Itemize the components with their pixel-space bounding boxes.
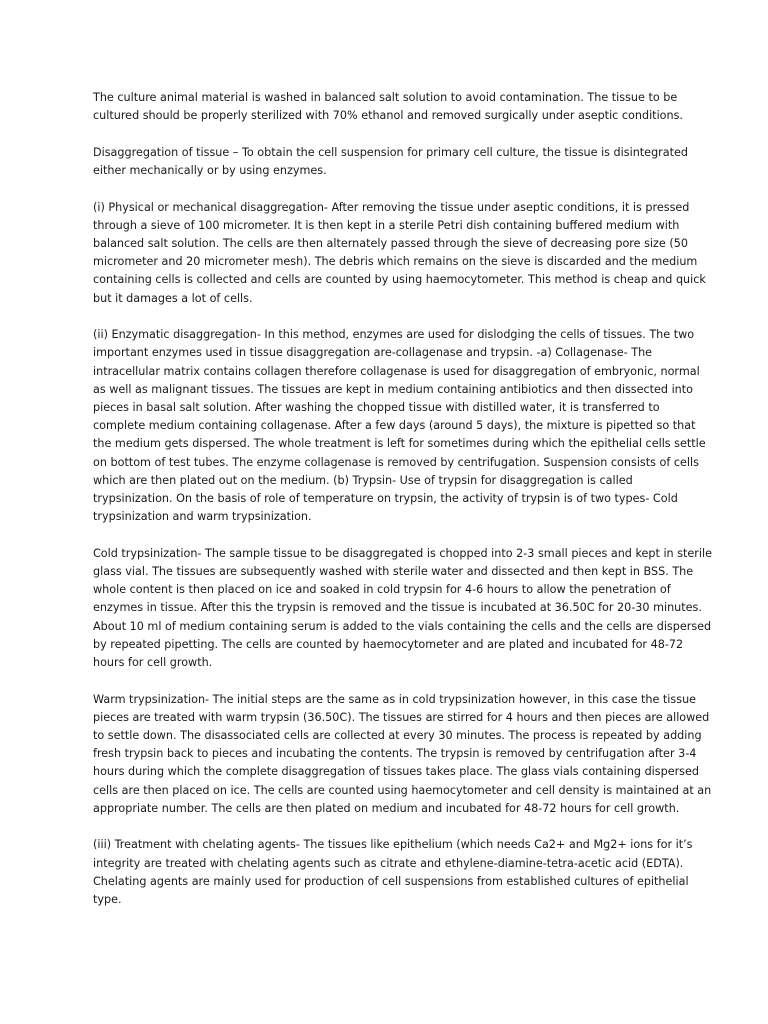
paragraph-chelating-agents: (iii) Treatment with chelating agents- The tissues like epithelium (which needs Ca2+ and Mg2+ ions for it’s integrity are treated with chelating agents such as citrate and ethylene-diamine-tetra-acetic acid (EDTA). Chelating agents are mainly used for production of cell suspensions from established cultures of epithelial type. bbox=[93, 838, 693, 907]
paragraph-enzymatic: (ii) Enzymatic disaggregation- In this method, enzymes are used for dislodging the cells of tissues. The two important enzymes used in tissue disaggregation are-collagenase and trypsin. -a) Collagenase- The intracellular matrix contains collagen therefore collagenase is used for disaggregation of embryonic, normal as well as malignant tissues. The tissues are kept in medium containing antibiotics and then dissected into pieces in basal salt solution. After washing the chopped tissue with distilled water, it is transferred to complete medium containing collagenase. After a few days (around 5 days), the mixture is pipetted so that the medium gets dispersed. The whole treatment is left for sometimes during which the epithelial cells settle on bottom of test tubes. The enzyme collagenase is removed by centrifugation. Suspension consists of cells which are then plated out on the medium. (b) Trypsin- Use of trypsin for disaggregation is called trypsinization. On the basis of role of temperature on trypsin, the activity of trypsin is of two types- Cold trypsinization and warm trypsinization. bbox=[93, 328, 706, 524]
paragraph-mechanical: (i) Physical or mechanical disaggregation- After removing the tissue under aseptic conditions, it is pressed through a sieve of 100 micrometer. It is then kept in a sterile Petri dish containing buffered medium with balanced salt solution. The cells are then alternately passed through the sieve of decreasing pore size (50 micrometer and 20 micrometer mesh). The debris which remains on the sieve is discarded and the medium containing cells is collected and cells are counted by using haemocytometer. This method is cheap and quick but it damages a lot of cells. bbox=[93, 200, 706, 305]
paragraph-intro: The culture animal material is washed in balanced salt solution to avoid contamination. The tissue to be cultured should be properly sterilized with 70% ethanol and removed surgically under aseptic conditions. bbox=[93, 91, 683, 123]
paragraph-cold-trypsinization: Cold trypsinization- The sample tissue to be disaggregated is chopped into 2-3 small pieces and kept in sterile glass vial. The tissues are subsequently washed with sterile water and dissected and then kept in BSS. The whole content is then placed on ice and soaked in cold trypsin for 4-6 hours to allow the penetration of enzymes in tissue. After this the trypsin is removed and the tissue is incubated at 36.50C for 20-30 minutes. About 10 ml of medium containing serum is added to the vials containing the cells and the cells are dispersed by repeated pipetting. The cells are counted by haemocytometer and are plated and incubated for 48-72 hours for cell growth. bbox=[93, 546, 713, 670]
paragraph-warm-trypsinization: Warm trypsinization- The initial steps are the same as in cold trypsinization however, in this case the tissue pieces are treated with warm trypsin (36.50C). The tissues are stirred for 4 hours and then pieces are allowed to settle down. The disassociated cells are collected at every 30 minutes. The process is repeated by adding fresh trypsin back to pieces and incubating the contents. The trypsin is removed by centrifugation after 3-4 hours during which the complete disaggregation of tissues takes place. The glass vials containing dispersed cells are then placed on ice. The cells are counted using haemocytometer and cell density is maintained at an appropriate number. The cells are then plated on medium and incubated for 48-72 hours for cell growth. bbox=[93, 692, 712, 815]
document-page bbox=[93, 89, 713, 928]
paragraph-disaggregation: Disaggregation of tissue – To obtain the cell suspension for primary cell culture, the tissue is disintegrated either mechanically or by using enzymes. bbox=[93, 145, 688, 177]
